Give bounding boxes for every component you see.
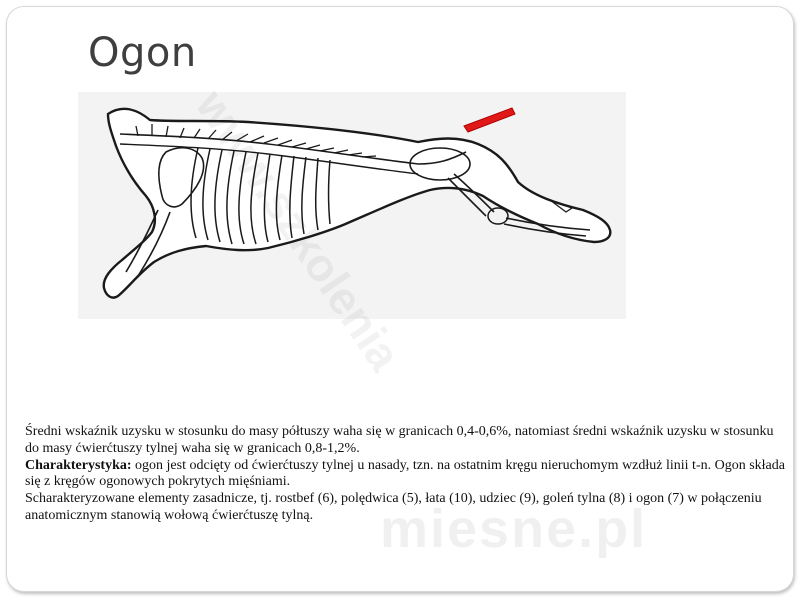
- paragraph-summary: Scharakteryzowane elementy zasadnicze, tj. rostbef (6), polędwica (5), łata (10), udziec (9), goleń tylna (8) i ogon (7) w połączeniu anatomicznym stanowią wołową ćwierćtuszę tylną.: [25, 491, 762, 523]
- tail-highlight: [464, 108, 515, 132]
- paragraph-yield: Średni wskaźnik uzysku w stosunku do masy półtuszy waha się w granicach 0,4-0,6%, natomiast średni wskaźnik uzysku w stosunku do masy ćwierćtuszy tylnej waha się w granicach 0,8-1,2%.: [25, 424, 774, 456]
- paragraph-characteristic: [25, 458, 785, 492]
- watermark-domain: miesne.pl: [380, 499, 648, 559]
- body-text: [25, 424, 785, 525]
- characteristic-label: Charakterystyka:: [25, 457, 132, 473]
- characteristic-text: ogon jest odcięty od ćwierćtuszy tylnej u nasady, tzn. na ostatnim kręgu nieruchomym wzdłuż linii t-n. Ogon składa się z kręgów ogonowych pokrytych mięśniami.: [25, 457, 785, 490]
- watermark-diagonal: www.szkolenia: [186, 80, 412, 380]
- slide-title: Ogon: [88, 30, 197, 76]
